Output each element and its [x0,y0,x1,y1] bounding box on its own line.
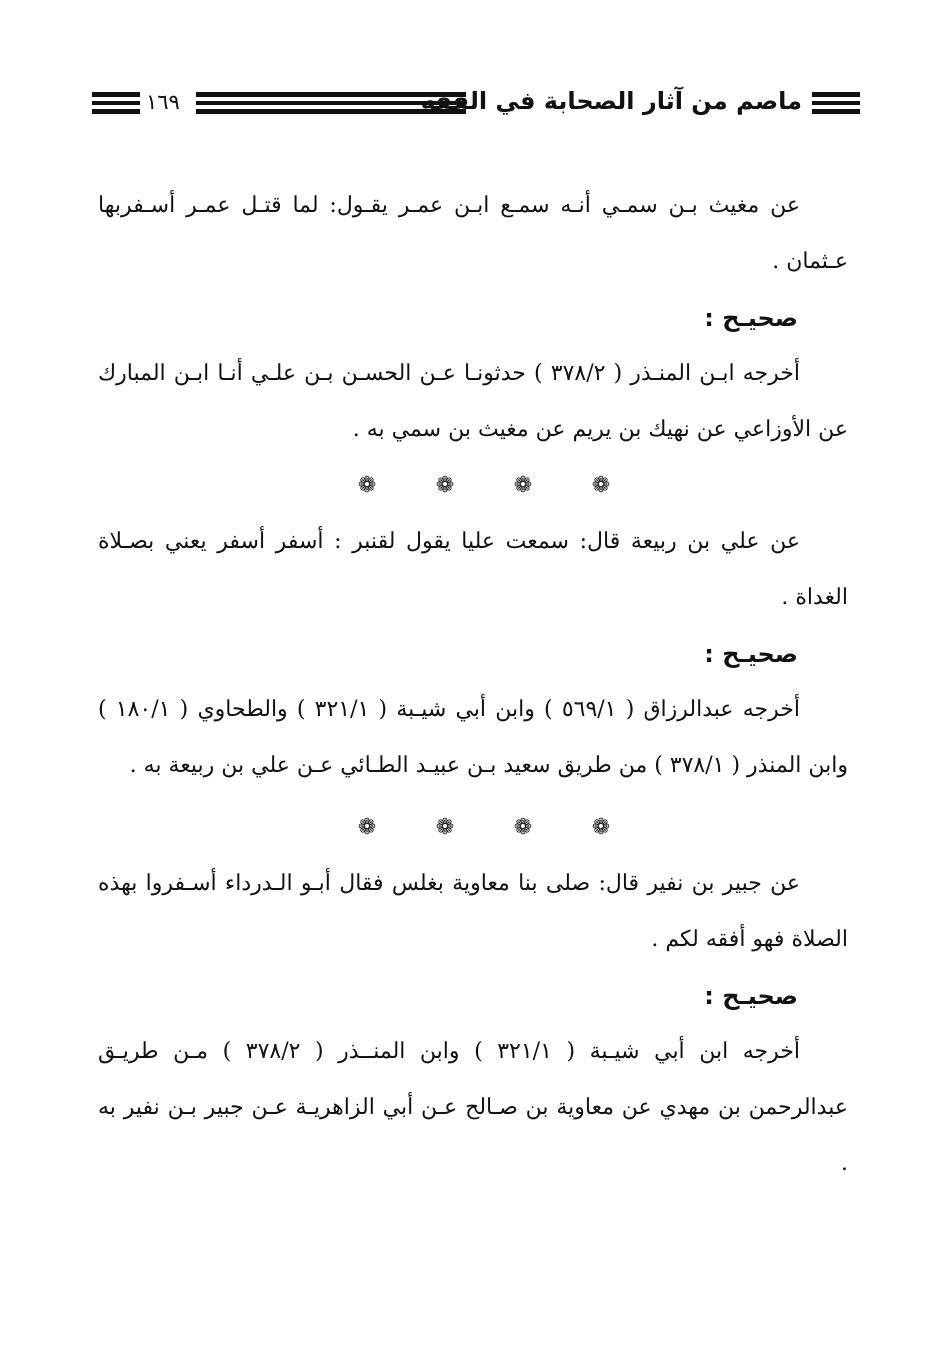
takhrij-3: أخرجه ابن أبي شيـبة ( ٣٢١/١ ) وابن المنــذر ( ٣٧٨/٢ ) مـن طريـق عبدالرحمن بن مهدي عن معاوية بن صـالح عـن أبي الزاهريـة عـن جبير بـن نفير به . [98,1039,848,1176]
grade-heading-3: صحيـح : [704,982,798,1010]
page-number: ١٦٩ [146,90,180,114]
section-separator-2 [98,800,848,856]
takhrij-1: أخرجه ابـن المنـذر ( ٣٧٨/٢ ) حدثونـا عـن الحسـن بـن علـي أنـا ابـن المبارك عن الأوزاعي عن نهيك بن يريم عن مغيث بن سمي به . [98,361,848,442]
ornament-star: ❁ [435,473,455,498]
ornament-star: ❁ [435,815,455,840]
grade-heading-1: صحيـح : [704,304,798,332]
ornament-star: ❁ [357,473,377,498]
section-separator-1 [98,458,848,514]
header-rule-left [92,92,140,114]
grade-heading-2: صحيـح : [704,640,798,668]
header-rule-right [812,92,860,114]
narration-2: عن علي بن ربيعة قال: سمعت عليا يقول لقنبر : أسفر أسفر يعني بصـلاة الغداة . [98,529,848,610]
narration-3: عن جبير بن نفير قال: صلى بنا معاوية بغلس فقال أبـو الـدرداء أسـفروا بهذه الصلاة فهو أفقه لكم . [98,871,848,952]
ornament-star: ❁ [591,473,611,498]
running-header [92,82,860,122]
ornament-star: ❁ [513,473,533,498]
narration-1: عن مغيث بـن سمـي أنـه سمـع ابـن عمـر يقـول: لما قتـل عمـر أسـفربها عـثمان . [98,193,848,274]
ornament-star: ❁ [513,815,533,840]
ornament-star: ❁ [357,815,377,840]
running-title: ماصم من آثار الصحابة في الفقه [420,87,802,115]
takhrij-2: أخرجه عبدالرزاق ( ٥٦٩/١ ) وابن أبي شيـبة ( ٣٢١/١ ) والطحاوي ( ١٨٠/١ ) وابن المنذر ( ٣٧٨/١ ) من طريق سعيد بـن عبيـد الطـائي عـن علي بن ربيعة به . [98,697,848,778]
ornament-star: ❁ [591,815,611,840]
page-body [98,178,848,1192]
